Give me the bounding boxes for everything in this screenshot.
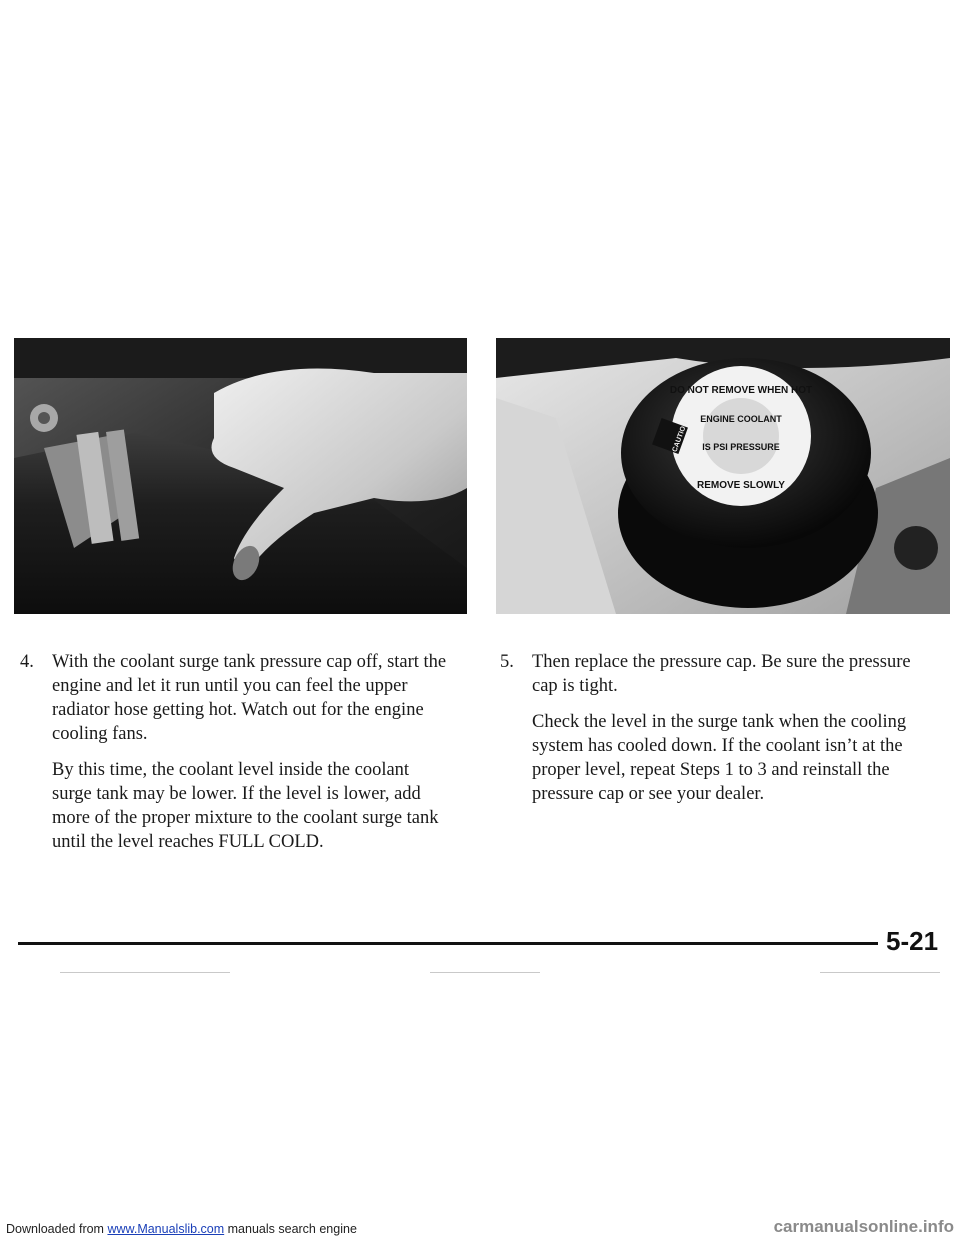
cap-label-line3: IS PSI PRESSURE	[702, 442, 780, 452]
cap-label-line2: ENGINE COOLANT	[700, 414, 782, 424]
watermark-text: carmanualsonline.info	[773, 1217, 954, 1236]
page-number: 5-21	[886, 926, 939, 956]
download-footer	[6, 1222, 357, 1236]
faint-divider-left	[60, 972, 230, 973]
step-5-text: Then replace the pressure cap. Be sure the pressure cap is tight.	[532, 652, 911, 696]
download-prefix: Downloaded from	[6, 1222, 108, 1236]
pressure-cap-image	[496, 338, 950, 614]
step-4-column	[20, 650, 450, 854]
download-suffix: manuals search engine	[224, 1222, 357, 1236]
step-4-number: 4.	[20, 652, 34, 672]
cap-label-line4: REMOVE SLOWLY	[697, 480, 785, 491]
step-4-text: With the coolant surge tank pressure cap off, start the engine and let it run until you can feel the upper radiator hose getting hot. Watch out for the engine cooling fans.	[52, 652, 447, 744]
step-5-column	[500, 650, 940, 806]
step-4-paragraph: By this time, the coolant level inside the coolant surge tank may be lower. If the level is lower, add more of the proper mixture to the coolant surge tank until the level reaches FULL COLD.	[52, 760, 439, 852]
step-4	[20, 650, 450, 746]
step-5-number: 5.	[500, 652, 514, 672]
page-rule	[18, 942, 878, 945]
step-5	[500, 650, 940, 698]
step-5-paragraph: Check the level in the surge tank when the cooling system has cooled down. If the coolant isn’t at the proper level, repeat Steps 1 to 3 and reinstall the pressure cap or see your dealer.	[532, 712, 907, 804]
cap-label-line1: DO NOT REMOVE WHEN HOT	[669, 385, 813, 396]
radiator-hose-image	[14, 338, 467, 614]
manualslib-link[interactable]: www.Manualslib.com	[107, 1222, 225, 1236]
radiator-hose-photo	[14, 338, 467, 614]
cap-caution-label: CAUTION	[671, 420, 690, 454]
faint-divider-mid	[430, 972, 540, 973]
pressure-cap-photo	[496, 338, 950, 614]
faint-divider-right	[820, 972, 940, 973]
